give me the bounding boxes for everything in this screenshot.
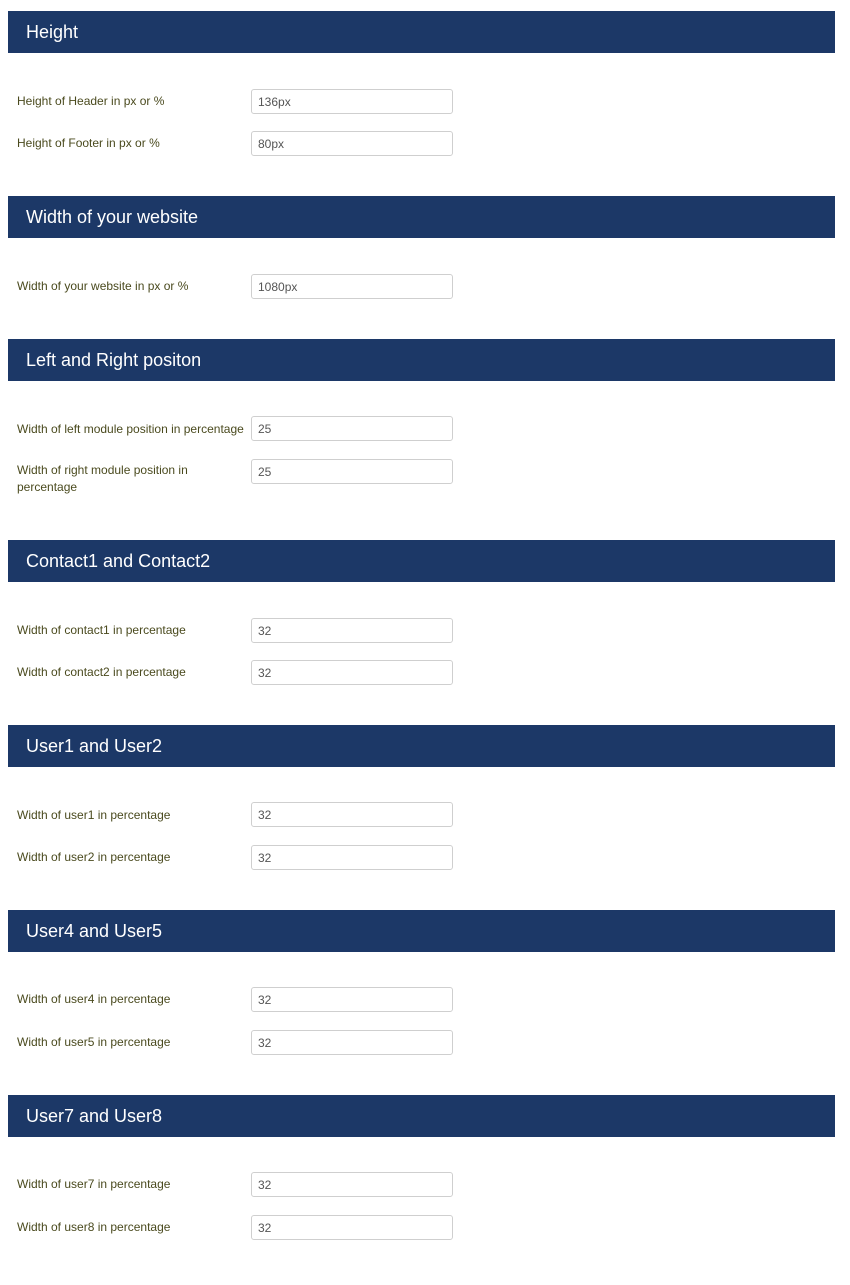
footer-height-label: Height of Footer in px or % — [17, 136, 160, 150]
section-header-user7-user8: User7 and User8 — [8, 1095, 835, 1137]
right-module-width-input[interactable] — [251, 459, 453, 484]
header-height-label: Height of Header in px or % — [17, 94, 165, 108]
user7-width-input[interactable] — [251, 1172, 453, 1197]
user5-width-input[interactable] — [251, 1030, 453, 1055]
user2-width-label: Width of user2 in percentage — [17, 850, 171, 864]
section-header-left-right-position: Left and Right positon — [8, 339, 835, 381]
left-module-width-label: Width of left module position in percentage — [17, 422, 244, 436]
user1-width-input[interactable] — [251, 802, 453, 827]
footer-height-input[interactable] — [251, 131, 453, 156]
user8-width-label: Width of user8 in percentage — [17, 1220, 171, 1234]
website-width-input[interactable] — [251, 274, 453, 299]
section-header-user1-user2: User1 and User2 — [8, 725, 835, 767]
contact2-width-input[interactable] — [251, 660, 453, 685]
section-header-website-width: Width of your website — [8, 196, 835, 238]
section-header-user4-user5: User4 and User5 — [8, 910, 835, 952]
website-width-label: Width of your website in px or % — [17, 279, 189, 293]
user5-width-label: Width of user5 in percentage — [17, 1035, 171, 1049]
user4-width-input[interactable] — [251, 987, 453, 1012]
user8-width-input[interactable] — [251, 1215, 453, 1240]
right-module-width-label: Width of right module position in percentage — [17, 463, 188, 494]
section-header-contact: Contact1 and Contact2 — [8, 540, 835, 582]
header-height-input[interactable] — [251, 89, 453, 114]
contact2-width-label: Width of contact2 in percentage — [17, 665, 186, 679]
user7-width-label: Width of user7 in percentage — [17, 1177, 171, 1191]
user2-width-input[interactable] — [251, 845, 453, 870]
contact1-width-label: Width of contact1 in percentage — [17, 623, 186, 637]
left-module-width-input[interactable] — [251, 416, 453, 441]
section-header-height: Height — [8, 11, 835, 53]
user1-width-label: Width of user1 in percentage — [17, 808, 171, 822]
user4-width-label: Width of user4 in percentage — [17, 992, 171, 1006]
contact1-width-input[interactable] — [251, 618, 453, 643]
